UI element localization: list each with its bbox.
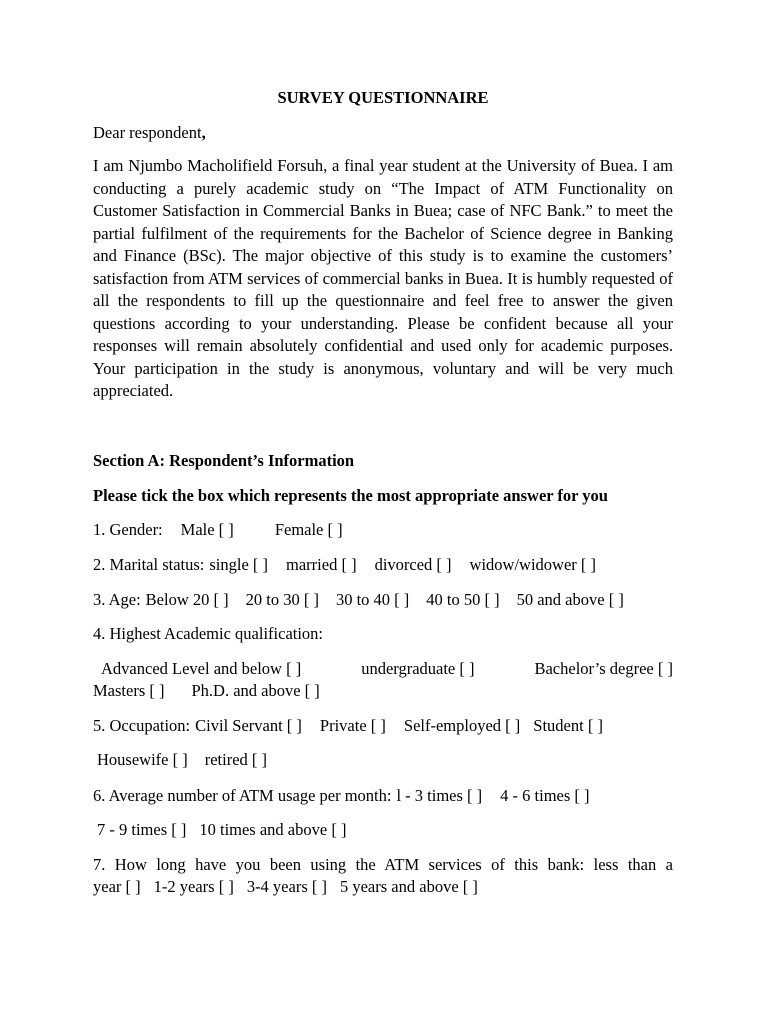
q5-label: 5. Occupation: [93, 716, 191, 735]
usage-duration-options [93, 876, 673, 898]
section-a-heading: Section A: Respondent’s Information [93, 451, 355, 470]
q1-label: 1. Gender: [93, 520, 163, 539]
question-occupation [93, 715, 673, 737]
option-masters[interactable]: Masters [ ] [93, 681, 165, 700]
option-10-times-and-above[interactable]: 10 times and above [ ] [199, 820, 347, 839]
option-male[interactable]: Male [ ] [180, 520, 234, 539]
option-private[interactable]: Private [ ] [319, 716, 386, 735]
option-married[interactable]: married [ ] [286, 555, 357, 574]
option-below-20[interactable]: Below 20 [ ] [145, 590, 229, 609]
salutation [93, 122, 206, 144]
option-self-employed[interactable]: Self-employed [ ] [403, 716, 521, 735]
q3-label: 3. Age: [93, 590, 141, 609]
option-female[interactable]: Female [ ] [274, 520, 343, 539]
option-student[interactable]: Student [ ] [533, 716, 603, 735]
q6-label: 6. Average number of ATM usage per month: [93, 786, 392, 805]
option-1-3-times[interactable]: l - 3 times [ ] [396, 786, 483, 805]
qualification-options-row1 [93, 658, 673, 680]
salutation-punct: , [201, 123, 206, 142]
q2-label: 2. Marital status: [93, 555, 205, 574]
option-single[interactable]: single [ ] [209, 555, 269, 574]
option-4-6-times[interactable]: 4 - 6 times [ ] [500, 786, 590, 805]
option-widow-widower[interactable]: widow/widower [ ] [469, 555, 597, 574]
atm-usage-options-row2 [93, 819, 677, 841]
option-housewife[interactable]: Housewife [ ] [97, 750, 188, 769]
question-usage-duration: 7. How long have you been using the ATM services of this bank: less than a [93, 855, 673, 874]
occupation-options-row2 [93, 749, 677, 771]
qualification-options-row2 [93, 680, 673, 702]
option-5-years-and-above[interactable]: 5 years and above [ ] [339, 877, 478, 896]
option-bachelors-degree[interactable]: Bachelor’s degree [ ] [534, 659, 673, 678]
option-undergraduate[interactable]: undergraduate [ ] [361, 659, 475, 678]
option-30-to-40[interactable]: 30 to 40 [ ] [335, 590, 410, 609]
option-advanced-level[interactable]: Advanced Level and below [ ] [101, 659, 302, 678]
document-title: SURVEY QUESTIONNAIRE [277, 88, 489, 107]
section-a-instruction: Please tick the box which represents the most appropriate answer for you [93, 486, 608, 505]
option-40-to-50[interactable]: 40 to 50 [ ] [426, 590, 500, 609]
option-divorced[interactable]: divorced [ ] [374, 555, 452, 574]
option-civil-servant[interactable]: Civil Servant [ ] [195, 716, 302, 735]
option-less-than-a-year[interactable]: year [ ] [93, 877, 141, 896]
option-50-and-above[interactable]: 50 and above [ ] [516, 590, 624, 609]
option-phd-and-above[interactable]: Ph.D. and above [ ] [191, 681, 320, 700]
option-3-4-years[interactable]: 3-4 years [ ] [246, 877, 327, 896]
option-20-to-30[interactable]: 20 to 30 [ ] [245, 590, 319, 609]
question-qualification: 4. Highest Academic qualification: [93, 624, 324, 643]
salutation-text: Dear respondent [93, 123, 202, 142]
question-age [93, 589, 673, 611]
intro-paragraph: I am Njumbo Macholifield Forsuh, a final year student at the University of Buea. I am conducting a purely academic study on “The Impact of ATM Functionality on Customer Satisfaction in Commercial Banks in Buea; case of NFC Bank.” to meet the partial fulfilment of the requirements for the Bachelor of Science degree in Banking and Finance (BSc). The major objective of this study is to examine the customers’ satisfaction from ATM services of commercial banks in Buea. It is humbly requested of all the respondents to fill up the questionnaire and feel free to answer the given questions according to your understanding. Please be confident because all your responses will remain absolutely confidential and used only for academic purposes. Your participation in the study is anonymous, voluntary and will be very much appreciated. [93, 156, 673, 400]
question-marital-status [93, 554, 673, 576]
question-gender [93, 519, 673, 541]
option-1-2-years[interactable]: 1-2 years [ ] [153, 877, 234, 896]
option-retired[interactable]: retired [ ] [204, 750, 268, 769]
option-7-9-times[interactable]: 7 - 9 times [ ] [97, 820, 187, 839]
question-atm-usage [93, 785, 673, 807]
